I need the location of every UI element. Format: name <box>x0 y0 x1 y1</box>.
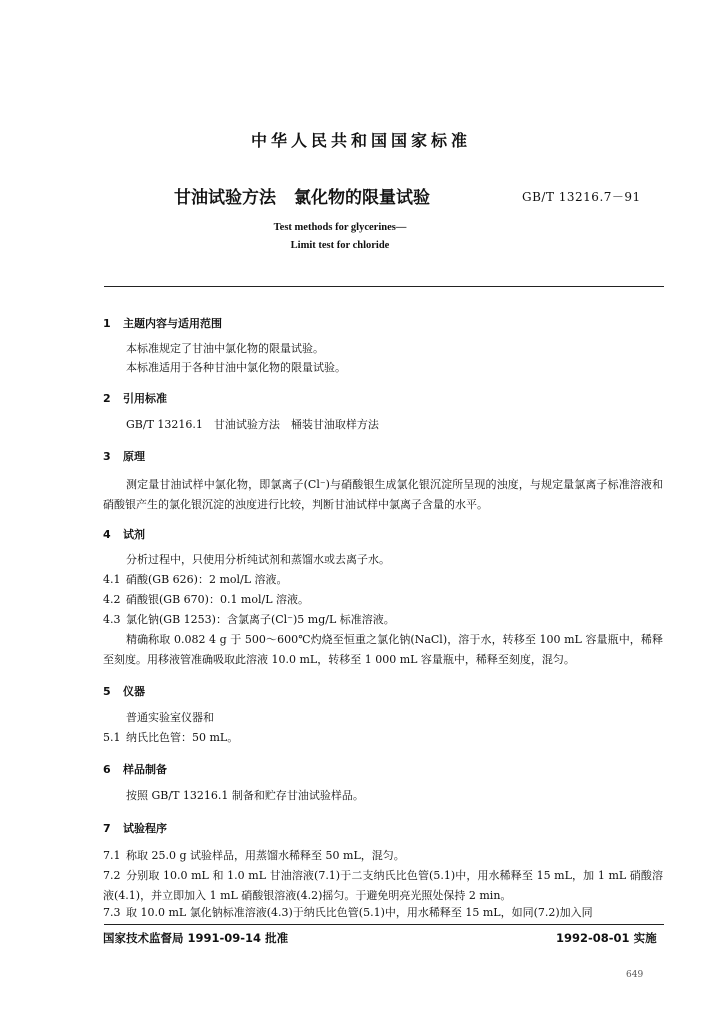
section-4-item-3-body: 精确称取 0.082 4 g 于 500～600℃灼烧至恒重之氯化钠(NaCl)，溶于水，转移至 100 mL 容量瓶中，稀释至刻度。用移液管准确吸取此溶液 10.0 mL，转移至 1 000 mL 容量瓶中，稀释至刻度，混匀。 <box>103 633 663 666</box>
title-part-2: 氯化物的限量试验 <box>294 188 430 208</box>
section-7-item-2: 7.2 分别取 10.0 mL 和 1.0 mL 甘油溶液(7.1)于二支纳氏比色管(5.1)中，用水稀释至 15 mL，加 1 mL 硝酸溶液(4.1)，并立即加入 1 mL 硝酸银溶液(4.2)摇匀。于避免明亮光照处保持 2 min。 <box>103 869 663 902</box>
section-4-item-3: 4.3 氯化钠(GB 1253)：含氯离子(Cl⁻)5 mg/L 标准溶液。 <box>103 613 395 626</box>
english-title-line-1: Test methods for glycerines— <box>273 222 407 233</box>
section-3-para-1: 测定量甘油试样中氯化物，即氯离子(Cl⁻)与硝酸银生成氯化银沉淀所呈现的浊度，与规定量氯离子标准溶液和硝酸银产生的氯化银沉淀的浊度进行比较，判断甘油试样中氯离子含量的水平。 <box>103 478 663 511</box>
standard-header: 中华人民共和国国家标准 <box>250 131 471 150</box>
section-5-intro: 普通实验室仪器和 <box>126 711 214 724</box>
section-4-item-1: 4.1 硝酸(GB 626)：2 mol/L 溶液。 <box>103 573 288 586</box>
section-1-heading: 1 主题内容与适用范围 <box>103 317 222 330</box>
standard-code: GB/T 13216.7－91 <box>522 190 641 204</box>
section-2-heading: 2 引用标准 <box>103 392 167 405</box>
top-rule <box>104 286 664 287</box>
section-4-item-2: 4.2 硝酸银(GB 670)：0.1 mol/L 溶液。 <box>103 593 310 606</box>
section-7-item-1: 7.1 称取 25.0 g 试验样品，用蒸馏水稀释至 50 mL，混匀。 <box>103 849 405 862</box>
section-5-item-1: 5.1 纳氏比色管：50 mL。 <box>103 731 239 744</box>
section-4-heading: 4 试剂 <box>103 528 145 541</box>
section-7-item-3: 7.3 取 10.0 mL 氯化钠标准溶液(4.3)于纳氏比色管(5.1)中，用水稀释至 15 mL，如同(7.2)加入同 <box>103 906 593 919</box>
footer-rule <box>104 924 664 925</box>
implementation-date: 1992-08-01 实施 <box>556 931 657 945</box>
section-6-heading: 6 样品制备 <box>103 763 167 776</box>
section-3-heading: 3 原理 <box>103 450 145 463</box>
section-4-intro: 分析过程中，只使用分析纯试剂和蒸馏水或去离子水。 <box>126 553 390 566</box>
section-7-heading: 7 试验程序 <box>103 822 167 835</box>
english-title-line-2: Limit test for chloride <box>290 240 390 251</box>
section-6-para-1: 按照 GB/T 13216.1 制备和贮存甘油试验样品。 <box>126 789 364 802</box>
title-part-1: 甘油试验方法 <box>174 188 276 208</box>
page-number: 649 <box>626 970 644 980</box>
section-1-para-1: 本标准规定了甘油中氯化物的限量试验。 <box>126 342 324 355</box>
section-1-para-2: 本标准适用于各种甘油中氯化物的限量试验。 <box>126 361 346 374</box>
section-5-heading: 5 仪器 <box>103 685 145 698</box>
document-title <box>174 183 430 208</box>
section-2-para-1: GB/T 13216.1 甘油试验方法 桶装甘油取样方法 <box>126 418 379 431</box>
approval-date: 国家技术监督局 1991-09-14 批准 <box>103 931 289 945</box>
